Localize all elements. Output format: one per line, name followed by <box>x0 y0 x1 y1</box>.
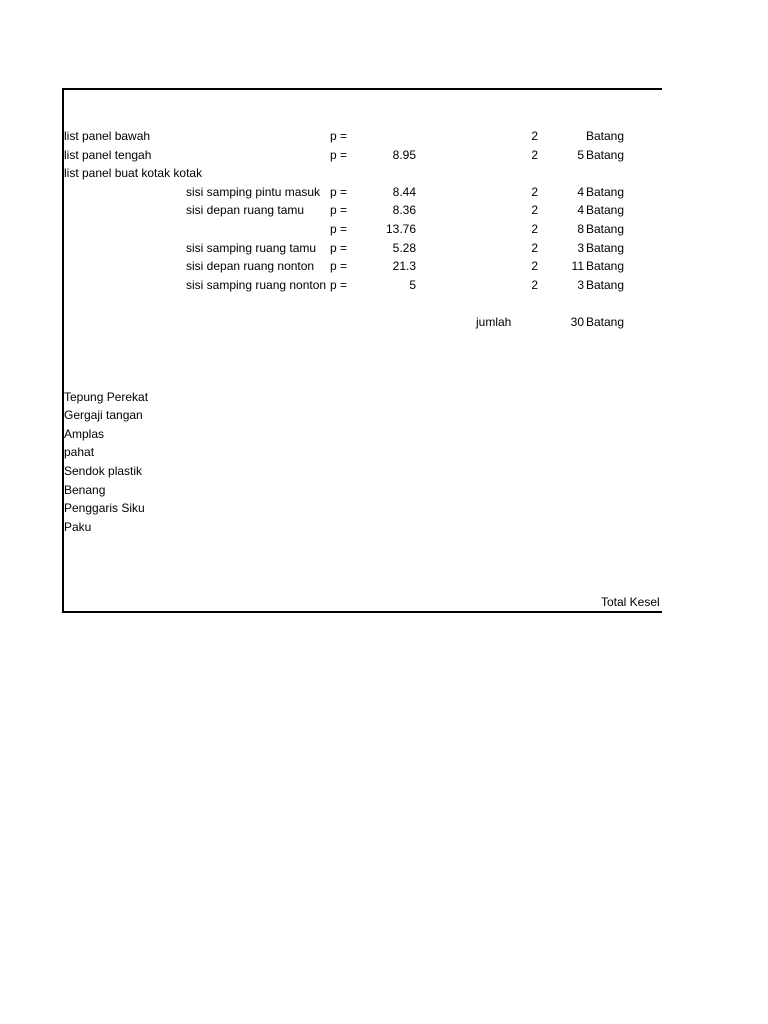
sub-item-label: sisi samping ruang tamu <box>186 241 317 255</box>
p-label: p = <box>330 241 348 255</box>
table-row <box>64 127 662 145</box>
list-item <box>64 443 662 461</box>
multiplier-value: 2 <box>531 278 538 292</box>
multiplier-value: 2 <box>531 185 538 199</box>
material-label: Penggaris Siku <box>64 501 145 515</box>
item-label: list panel bawah <box>64 129 151 143</box>
spreadsheet-page <box>62 88 662 613</box>
material-label: Amplas <box>64 427 105 441</box>
length-value: 8.36 <box>392 203 416 217</box>
unit-label: Batang <box>586 129 625 143</box>
unit-label: Batang <box>586 278 625 292</box>
count-value: 11 <box>571 259 584 273</box>
length-value: 13.76 <box>385 222 416 236</box>
total-label: Total Kesel <box>601 595 660 609</box>
jumlah-unit: Batang <box>586 315 625 329</box>
unit-label: Batang <box>586 222 625 236</box>
table-row <box>64 146 662 164</box>
table-row <box>64 239 662 257</box>
count-value: 3 <box>577 278 584 292</box>
list-item <box>64 388 662 406</box>
length-value: 5 <box>409 278 416 292</box>
material-label: Sendok plastik <box>64 464 143 478</box>
sub-item-label: sisi samping ruang nonton <box>186 278 327 292</box>
jumlah-count: 30 <box>570 315 584 329</box>
sub-item-label: sisi depan ruang nonton <box>186 259 315 273</box>
length-value: 21.3 <box>392 259 416 273</box>
table-row <box>64 164 662 182</box>
material-label: Tepung Perekat <box>64 390 149 404</box>
count-value: 4 <box>577 203 584 217</box>
multiplier-value: 2 <box>531 148 538 162</box>
unit-label: Batang <box>586 185 625 199</box>
jumlah-label: jumlah <box>476 315 512 329</box>
multiplier-value: 2 <box>531 222 538 236</box>
count-value: 5 <box>577 148 584 162</box>
p-label: p = <box>330 129 348 143</box>
material-label: Benang <box>64 483 106 497</box>
p-label: p = <box>330 259 348 273</box>
material-label: Gergaji tangan <box>64 408 143 422</box>
table-row <box>64 257 662 275</box>
p-label: p = <box>330 148 348 162</box>
p-label: p = <box>330 185 348 199</box>
p-label: p = <box>330 278 348 292</box>
table-row <box>64 220 662 238</box>
list-item <box>64 481 662 499</box>
multiplier-value: 2 <box>531 203 538 217</box>
list-item <box>64 406 662 424</box>
length-value: 8.95 <box>392 148 416 162</box>
p-label: p = <box>330 222 348 236</box>
total-row <box>64 593 662 611</box>
sub-item-label: sisi samping pintu masuk <box>186 185 321 199</box>
table-row <box>64 276 662 294</box>
length-value: 5.28 <box>392 241 416 255</box>
list-item <box>64 462 662 480</box>
multiplier-value: 2 <box>531 259 538 273</box>
list-item <box>64 518 662 536</box>
unit-label: Batang <box>586 203 625 217</box>
table-row <box>64 183 662 201</box>
unit-label: Batang <box>586 148 625 162</box>
table-row <box>64 201 662 219</box>
count-value: 4 <box>577 185 584 199</box>
jumlah-row <box>64 313 662 331</box>
count-value: 8 <box>577 222 584 236</box>
list-item <box>64 499 662 517</box>
unit-label: Batang <box>586 241 625 255</box>
multiplier-value: 2 <box>531 241 538 255</box>
material-label: pahat <box>64 445 95 459</box>
length-value: 8.44 <box>392 185 416 199</box>
unit-label: Batang <box>586 259 625 273</box>
material-label: Paku <box>64 520 92 534</box>
count-value: 3 <box>577 241 584 255</box>
list-item <box>64 425 662 443</box>
item-label: list panel tengah <box>64 148 152 162</box>
item-label: list panel buat kotak kotak <box>64 166 203 180</box>
multiplier-value: 2 <box>531 129 538 143</box>
p-label: p = <box>330 203 348 217</box>
sub-item-label: sisi depan ruang tamu <box>186 203 305 217</box>
